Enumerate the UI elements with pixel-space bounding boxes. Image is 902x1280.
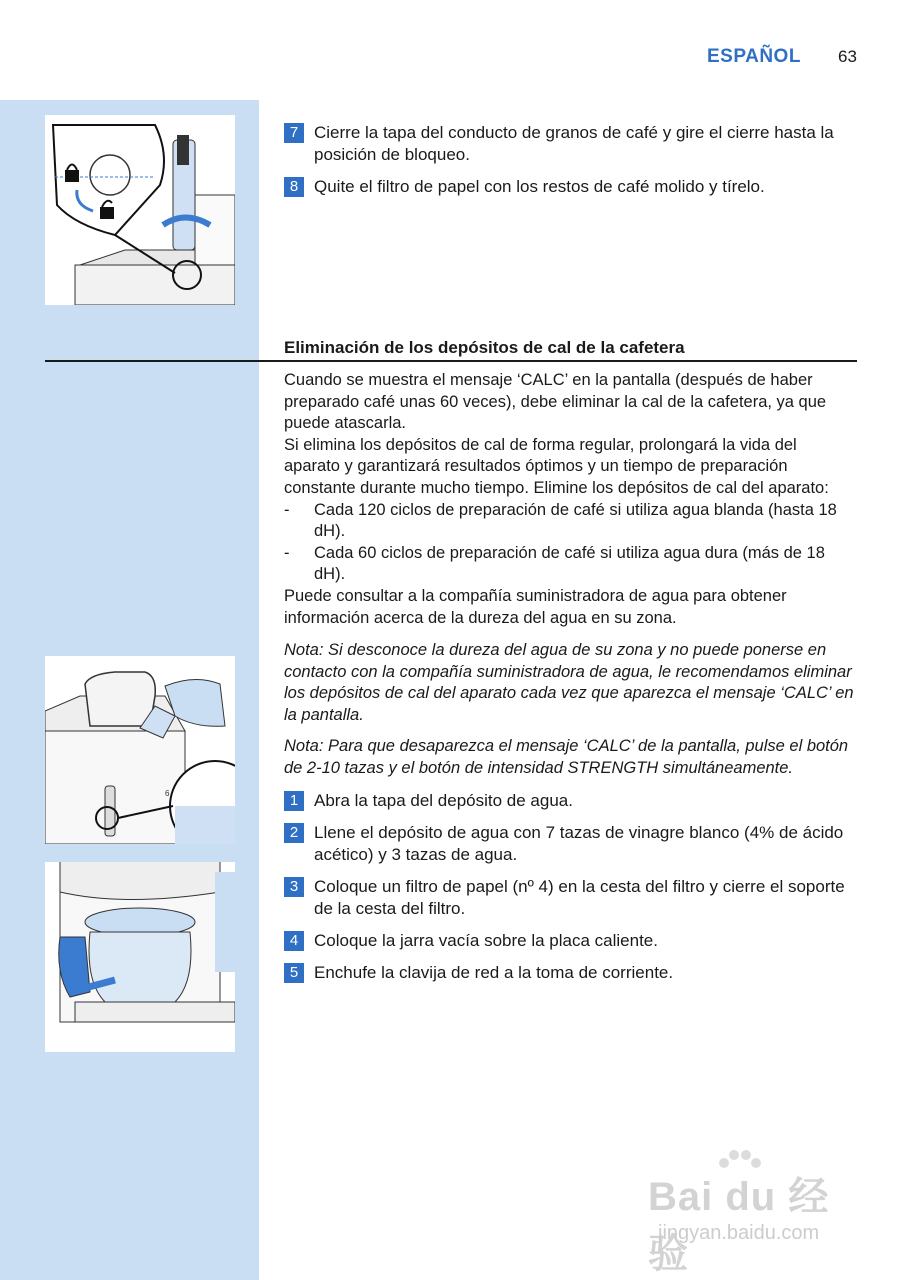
note-2: Nota: Para que desaparezca el mensaje ‘CALC’ de la pantalla, pulse el botón de 2-10 tazas y el botón de intensidad STRENGTH simultáneamente. bbox=[284, 737, 849, 777]
step-8 bbox=[284, 176, 864, 198]
step-text: Quite el filtro de papel con los restos de café molido y tírelo. bbox=[314, 177, 765, 196]
list-item-text: Cada 60 ciclos de preparación de café si utiliza agua dura (más de 18 dH). bbox=[314, 543, 825, 584]
paragraph: Puede consultar a la compañía suministradora de agua para obtener información acerca de la dureza del agua en su zona. bbox=[284, 586, 787, 627]
list-item: - Cada 120 ciclos de preparación de café si utiliza agua blanda (hasta 18 dH). bbox=[284, 500, 854, 543]
list-item: - Cada 60 ciclos de preparación de café si utiliza agua dura (más de 18 dH). bbox=[284, 543, 854, 586]
svg-text:6: 6 bbox=[165, 789, 170, 798]
step-number: 7 bbox=[284, 123, 304, 143]
section-title: Eliminación de los depósitos de cal de la cafetera bbox=[284, 338, 685, 357]
paragraph: Si elimina los depósitos de cal de forma regular, prolongará la vida del aparato y garantizará resultados óptimos y un tiempo de preparación constante durante mucho tiempo. Elimine los depósitos de cal del aparato: bbox=[284, 435, 829, 497]
step-4 bbox=[284, 930, 864, 952]
step-7 bbox=[284, 122, 864, 166]
step-3 bbox=[284, 876, 864, 920]
step-5 bbox=[284, 962, 864, 984]
step-number: 2 bbox=[284, 823, 304, 843]
baidu-watermark bbox=[640, 1145, 860, 1276]
step-text: Coloque la jarra vacía sobre la placa caliente. bbox=[314, 931, 658, 950]
step-text: Llene el depósito de agua con 7 tazas de vinagre blanco (4% de ácido acético) y 3 tazas de agua. bbox=[314, 823, 844, 864]
watermark-logo: Bai du 经验 bbox=[648, 1175, 830, 1276]
list-item-text: Cada 120 ciclos de preparación de café si utiliza agua blanda (hasta 18 dH). bbox=[314, 500, 837, 541]
step-number: 1 bbox=[284, 791, 304, 811]
step-number: 8 bbox=[284, 177, 304, 197]
paragraph: Cuando se muestra el mensaje ‘CALC’ en la pantalla (después de haber preparado café unas 60 veces), debe eliminar la cal de la cafetera, ya que puede atascarla. bbox=[284, 371, 827, 433]
step-number: 4 bbox=[284, 931, 304, 951]
step-text: Coloque un filtro de papel (nº 4) en la cesta del filtro y cierre el soporte de la cesta del filtro. bbox=[314, 877, 845, 918]
watermark-url: jingyan.baidu.com bbox=[658, 1222, 820, 1244]
illustration-fill-tank bbox=[45, 656, 235, 844]
step-text: Enchufe la clavija de red a la toma de corriente. bbox=[314, 963, 674, 982]
step-text: Cierre la tapa del conducto de granos de café y gire el cierre hasta la posición de bloqueo. bbox=[314, 123, 834, 164]
illustration-carafe bbox=[45, 862, 235, 1052]
section-body bbox=[284, 370, 854, 629]
page-number: 63 bbox=[838, 47, 857, 66]
step-number: 5 bbox=[284, 963, 304, 983]
language-label: ESPAÑOL bbox=[707, 46, 801, 67]
step-2 bbox=[284, 822, 864, 866]
illustration-lock-chute bbox=[45, 115, 235, 305]
step-1 bbox=[284, 790, 864, 812]
note-1: Nota: Si desconoce la dureza del agua de su zona y no puede ponerse en contacto con la compañía suministradora de agua, le recomendamos eliminar los depósitos de cal del aparato cada vez que aparezca el mensaje ‘CALC’ en la pantalla. bbox=[284, 641, 854, 724]
section-divider bbox=[45, 360, 857, 362]
step-text: Abra la tapa del depósito de agua. bbox=[314, 791, 573, 810]
step-number: 3 bbox=[284, 877, 304, 897]
steps-bottom bbox=[284, 790, 864, 994]
steps-top bbox=[284, 122, 864, 208]
